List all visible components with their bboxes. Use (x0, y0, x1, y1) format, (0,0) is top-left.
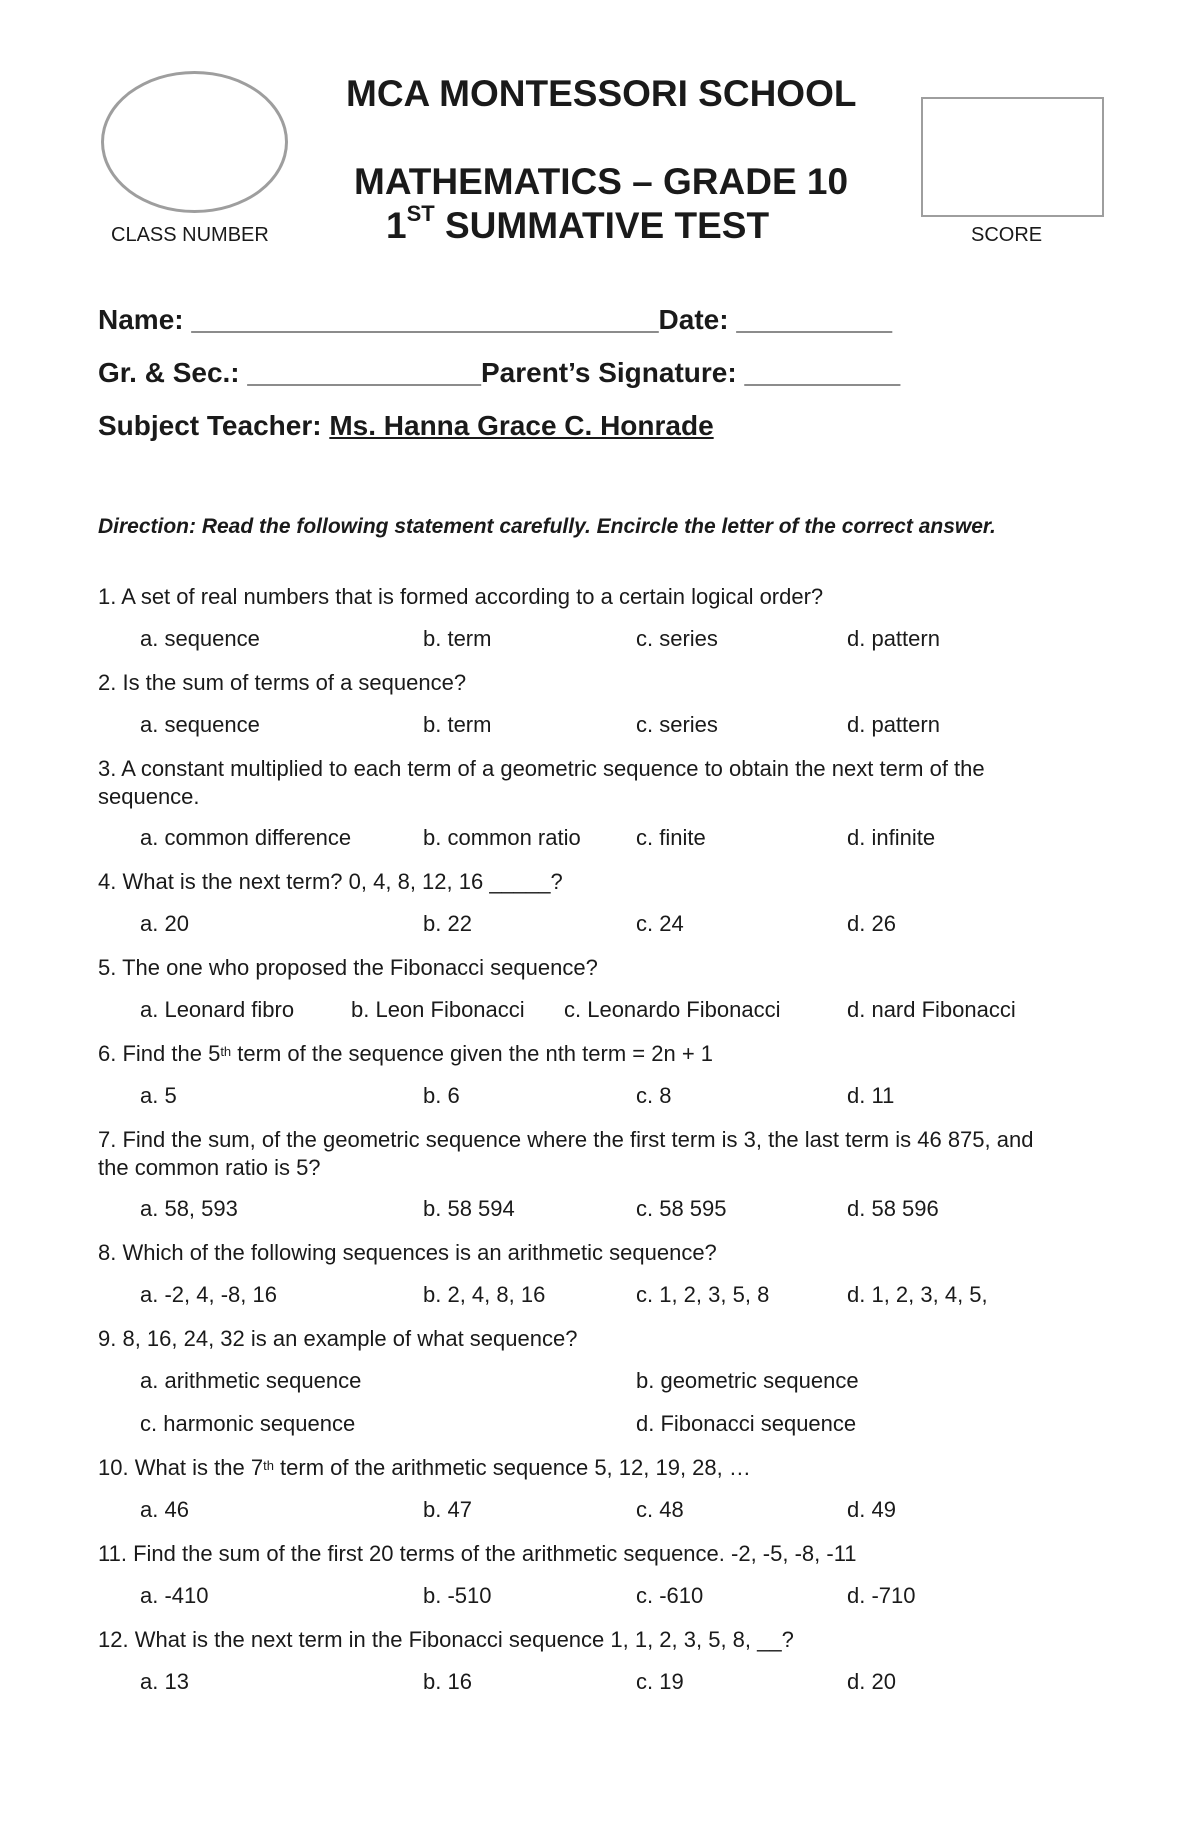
test-title-text: SUMMATIVE TEST (434, 205, 770, 246)
question-text: 6. Find the 5 (98, 1041, 221, 1066)
school-name: MCA MONTESSORI SCHOOL (346, 73, 857, 114)
question-9: 9. 8, 16, 24, 32 is an example of what sequence? (98, 1326, 578, 1351)
ordinal-suffix: th (220, 1044, 232, 1059)
answer-option[interactable]: a. arithmetic sequence (140, 1368, 362, 1393)
answer-option[interactable]: b. -510 (423, 1583, 492, 1608)
answer-option[interactable]: b. 6 (423, 1083, 460, 1108)
question-12: 12. What is the next term in the Fibonacci sequence 1, 1, 2, 3, 5, 8, __? (98, 1627, 794, 1652)
question-11: 11. Find the sum of the first 20 terms of the arithmetic sequence. -2, -5, -8, -11 (98, 1541, 857, 1566)
answer-option[interactable]: c. 8 (636, 1083, 672, 1108)
answer-option[interactable]: d. 58 596 (847, 1196, 939, 1221)
test-number: 1 (386, 205, 407, 246)
answer-option[interactable]: a. common difference (140, 825, 352, 850)
answer-option[interactable]: b. 22 (423, 911, 472, 936)
question-4: 4. What is the next term? 0, 4, 8, 12, 16 _____? (98, 869, 563, 894)
teacher-name: Ms. Hanna Grace C. Honrade (329, 410, 714, 441)
answer-option[interactable]: d. 26 (847, 911, 896, 936)
answer-option[interactable]: b. Leon Fibonacci (351, 997, 525, 1022)
question-3: 3. A constant multiplied to each term of a geometric sequence to obtain the next term of the sequence. (98, 756, 985, 809)
question-text: term of the sequence given the nth term = 2n + 1 (231, 1041, 714, 1066)
answer-option[interactable]: d. Fibonacci sequence (636, 1411, 857, 1436)
answer-option[interactable]: c. 24 (636, 911, 684, 936)
answer-option[interactable]: c. series (636, 712, 718, 737)
answer-option[interactable]: d. 20 (847, 1669, 896, 1694)
answer-option[interactable]: d. pattern (847, 626, 940, 651)
answer-option[interactable]: d. pattern (847, 712, 940, 737)
answer-option[interactable]: a. -2, 4, -8, 16 (140, 1282, 277, 1307)
score-label: SCORE (971, 224, 1043, 246)
answer-option[interactable]: b. term (423, 712, 492, 737)
question-5: 5. The one who proposed the Fibonacci sequence? (98, 955, 598, 980)
answer-option[interactable]: c. 1, 2, 3, 5, 8 (636, 1282, 770, 1307)
question-2: 2. Is the sum of terms of a sequence? (98, 670, 467, 695)
answer-option[interactable]: a. 58, 593 (140, 1196, 238, 1221)
answer-option[interactable]: d. 11 (847, 1083, 895, 1108)
answer-option[interactable]: d. -710 (847, 1583, 916, 1608)
answer-option[interactable]: c. harmonic sequence (140, 1411, 356, 1436)
class-number-oval (101, 71, 288, 213)
answer-option[interactable]: b. common ratio (423, 825, 581, 850)
question-8: 8. Which of the following sequences is an arithmetic sequence? (98, 1240, 717, 1265)
answer-option[interactable]: c. 58 595 (636, 1196, 727, 1221)
answer-option[interactable]: a. 13 (140, 1669, 189, 1694)
score-box (921, 97, 1104, 217)
answer-option[interactable]: a. sequence (140, 626, 260, 651)
answer-option[interactable]: a. 20 (140, 911, 189, 936)
answer-option[interactable]: a. -410 (140, 1583, 209, 1608)
answer-option[interactable]: b. 47 (423, 1497, 472, 1522)
answer-option[interactable]: d. nard Fibonacci (847, 997, 1016, 1022)
answer-option[interactable]: c. 48 (636, 1497, 684, 1522)
question-7: 7. Find the sum, of the geometric sequence where the first term is 3, the last term is 46 875, and the common ratio is 5? (98, 1127, 1034, 1180)
answer-option[interactable]: b. geometric sequence (636, 1368, 859, 1393)
answer-option[interactable]: b. term (423, 626, 492, 651)
answer-option[interactable]: b. 16 (423, 1669, 472, 1694)
teacher-label: Subject Teacher: (98, 410, 330, 441)
ordinal-suffix: th (263, 1458, 274, 1473)
answer-option[interactable]: b. 58 594 (423, 1196, 515, 1221)
answer-option[interactable]: c. -610 (636, 1583, 704, 1608)
answer-option[interactable]: c. finite (636, 825, 706, 850)
answer-option[interactable]: c. series (636, 626, 718, 651)
answer-option[interactable]: d. 1, 2, 3, 4, 5, (847, 1282, 988, 1307)
test-title (386, 201, 770, 247)
test-number-suffix: ST (406, 201, 435, 226)
name-date-line: Name: ______________________________Date: __________ (98, 304, 893, 335)
answer-option[interactable]: a. Leonard fibro (140, 997, 295, 1022)
answer-option[interactable]: a. 5 (140, 1083, 177, 1108)
question-text: 10. What is the 7 (98, 1455, 264, 1480)
answer-option[interactable]: a. sequence (140, 712, 260, 737)
class-number-label: CLASS NUMBER (111, 224, 269, 246)
answer-option[interactable]: a. 46 (140, 1497, 189, 1522)
answer-option[interactable]: c. 19 (636, 1669, 684, 1694)
question-6 (98, 1040, 1063, 1068)
question-10 (98, 1454, 1063, 1482)
question-text: term of the arithmetic sequence 5, 12, 19, 28, … (273, 1455, 751, 1480)
answer-option[interactable]: c. Leonardo Fibonacci (564, 997, 781, 1022)
subject-title: MATHEMATICS – GRADE 10 (354, 161, 849, 202)
answer-option[interactable]: b. 2, 4, 8, 16 (423, 1282, 546, 1307)
question-1: 1. A set of real numbers that is formed according to a certain logical order? (98, 584, 824, 609)
subject-teacher-line (98, 410, 714, 442)
grade-signature-line: Gr. & Sec.: _______________Parent’s Signature: __________ (98, 357, 901, 388)
answer-option[interactable]: d. 49 (847, 1497, 896, 1522)
answer-option[interactable]: d. infinite (847, 825, 936, 850)
direction-text: Direction: Read the following statement carefully. Encircle the letter of the correct answer. (98, 515, 996, 538)
